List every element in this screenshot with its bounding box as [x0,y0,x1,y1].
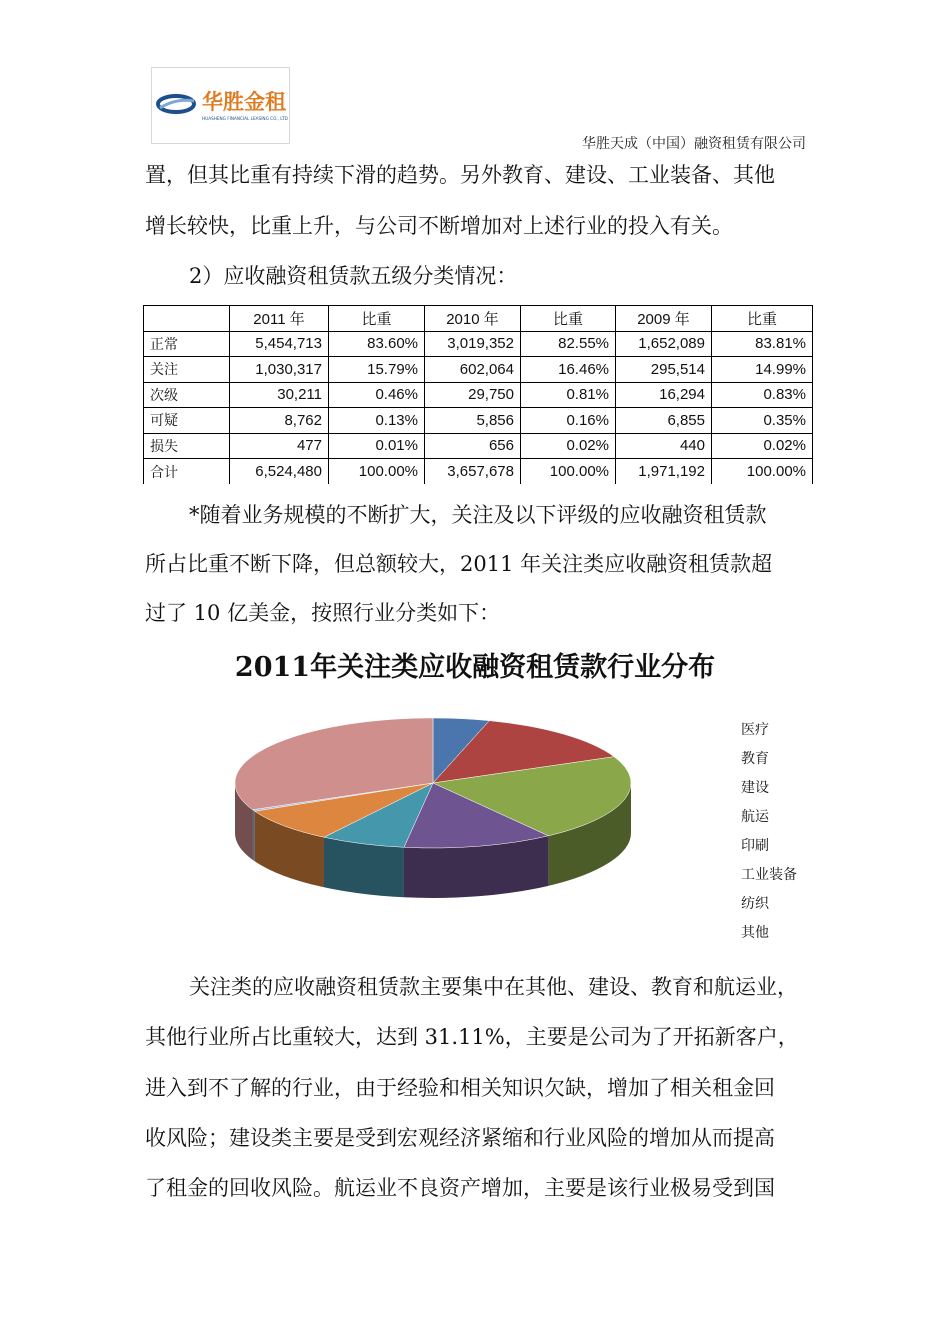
header-company-name: 华胜天成（中国）融资租赁有限公司 [582,136,806,152]
logo-text: 华胜金租 [202,90,286,114]
five-level-classification-table [143,305,813,484]
table-cell: 0.02% [712,433,813,459]
table-cell: 0.81% [521,382,616,408]
legend-item: 医疗 [741,722,769,738]
row-label-cell: 关注 [144,357,230,383]
note-line: 所占比重不断下降，但总额较大，2011 年关注类应收融资租赁款超 [145,552,773,576]
table-cell: 30,211 [230,382,329,408]
section-heading: 2）应收融资租赁款五级分类情况： [189,264,518,288]
legend-item: 建设 [741,780,769,796]
table-header-cell: 比重 [329,306,425,332]
table-cell: 29,750 [425,382,521,408]
table-cell: 440 [616,433,712,459]
table-cell: 100.00% [329,459,425,485]
table-cell: 1,030,317 [230,357,329,383]
table-row [144,433,813,459]
table-row [144,459,813,485]
paragraph-line: 置，但其比重有持续下滑的趋势。另外教育、建设、工业装备、其他 [145,163,775,187]
row-label-cell: 可疑 [144,408,230,434]
table-cell: 3,019,352 [425,331,521,357]
chart-legend [741,718,797,950]
table-cell: 82.55% [521,331,616,357]
table-cell: 602,064 [425,357,521,383]
table-cell: 83.60% [329,331,425,357]
table-header-row [144,306,813,332]
table-cell: 1,971,192 [616,459,712,485]
table-cell: 16,294 [616,382,712,408]
analysis-line: 了租金的回收风险。航运业不良资产增加，主要是该行业极易受到国 [145,1176,775,1200]
chart-title: 2011年关注类应收融资租赁款行业分布 [234,652,716,683]
legend-item: 工业装备 [741,867,797,883]
table-cell: 8,762 [230,408,329,434]
table-cell: 6,524,480 [230,459,329,485]
table-cell: 0.83% [712,382,813,408]
table-cell: 5,856 [425,408,521,434]
analysis-line: 收风险；建设类主要是受到宏观经济紧缩和行业风险的增加从而提高 [145,1126,775,1150]
table-cell: 0.01% [329,433,425,459]
table-cell: 5,454,713 [230,331,329,357]
table-header-cell [144,306,230,332]
table-cell: 477 [230,433,329,459]
industry-pie-chart [225,705,645,955]
table-cell: 100.00% [712,459,813,485]
table-cell: 0.46% [329,382,425,408]
note-line: *随着业务规模的不断扩大，关注及以下评级的应收融资租赁款 [189,503,767,527]
table-cell: 295,514 [616,357,712,383]
row-label-cell: 次级 [144,382,230,408]
pie-slice-side [252,810,254,862]
table-row [144,408,813,434]
table-cell: 16.46% [521,357,616,383]
table-row [144,331,813,357]
analysis-line: 关注类的应收融资租赁款主要集中在其他、建设、教育和航运业， [189,975,798,999]
row-label-cell: 正常 [144,331,230,357]
legend-item: 教育 [741,751,769,767]
table-cell: 14.99% [712,357,813,383]
legend-item: 纺织 [741,896,769,912]
logo-swoosh-icon [152,68,291,145]
analysis-line: 进入到不了解的行业，由于经验和相关知识欠缺，增加了相关租金回 [145,1076,775,1100]
logo-subtext: HUASHENG FINANCIAL LEASING CO., LTD [202,116,288,121]
table-header-cell: 比重 [712,306,813,332]
table-cell: 656 [425,433,521,459]
table-cell: 1,652,089 [616,331,712,357]
table-cell: 6,855 [616,408,712,434]
company-logo [151,67,290,144]
table-cell: 0.16% [521,408,616,434]
table-cell: 15.79% [329,357,425,383]
row-label-cell: 损失 [144,433,230,459]
table-row [144,382,813,408]
table-cell: 100.00% [521,459,616,485]
legend-item: 印刷 [741,838,769,854]
table-row [144,357,813,383]
legend-item: 其他 [741,925,769,941]
row-label-cell: 合计 [144,459,230,485]
table-cell: 3,657,678 [425,459,521,485]
table-header-cell: 2010 年 [425,306,521,332]
note-line: 过了 10 亿美金，按照行业分类如下： [145,601,501,625]
analysis-line: 其他行业所占比重较大，达到 31.11%，主要是公司为了开拓新客户， [145,1025,799,1049]
table-cell: 0.13% [329,408,425,434]
table-header-cell: 2009 年 [616,306,712,332]
legend-item: 航运 [741,809,769,825]
table-header-cell: 2011 年 [230,306,329,332]
table-cell: 0.35% [712,408,813,434]
table-cell: 83.81% [712,331,813,357]
table-header-cell: 比重 [521,306,616,332]
paragraph-line: 增长较快，比重上升，与公司不断增加对上述行业的投入有关。 [145,214,733,238]
table-cell: 0.02% [521,433,616,459]
